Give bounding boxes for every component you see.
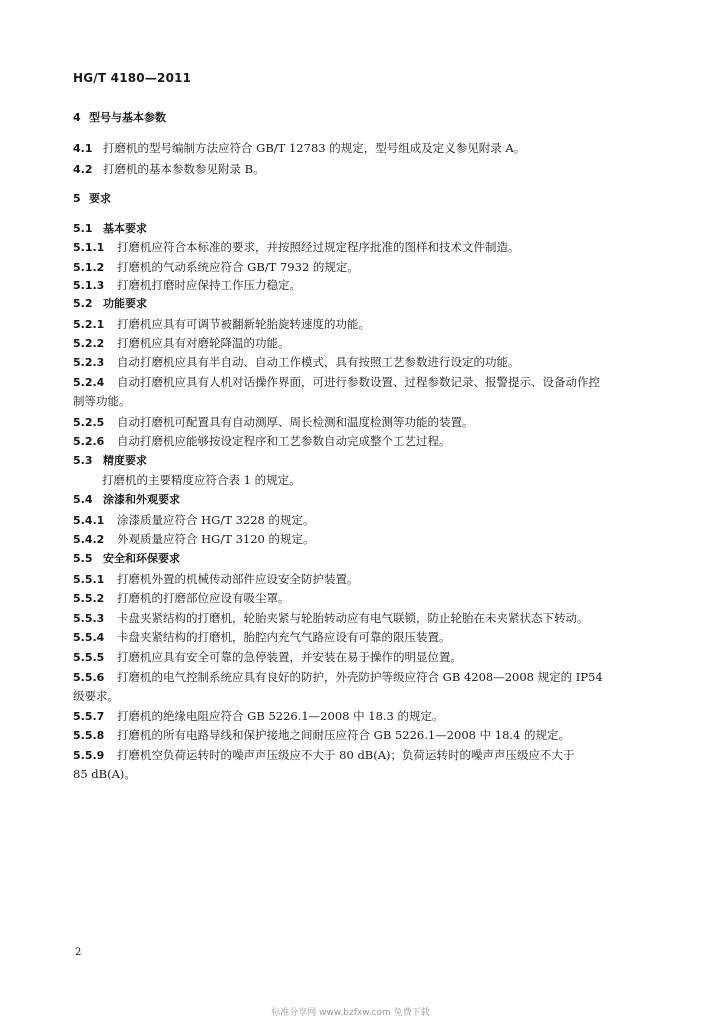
- clause-number: 5.2.4: [73, 376, 105, 389]
- clause-number: 5.2.5: [73, 416, 105, 429]
- clause-text: 自动打磨机应具有人机对话操作界面，可进行参数设置、过程参数记录、报警提示、设备动作控: [117, 375, 600, 389]
- clause-text: 打磨机应具有安全可靠的急停装置，并安装在易于操作的明显位置。: [117, 650, 462, 664]
- clause-5-2-4: [73, 375, 651, 390]
- standard-code: HG/T 4180—2011: [73, 71, 192, 85]
- section-5-heading: [73, 192, 651, 206]
- clause-4-1: [73, 141, 651, 156]
- clause-text: 卡盘夹紧结构的打磨机，轮胎夹紧与轮胎转动应有电气联锁，防止轮胎在未夹紧状态下转动。: [117, 611, 589, 625]
- clause-text: 打磨机应具有可调节被翻新轮胎旋转速度的功能。: [117, 317, 370, 331]
- clause-text: 涂漆质量应符合 HG/T 3228 的规定。: [117, 513, 315, 527]
- clause-5-1-3: [73, 278, 651, 293]
- clause-5-1-heading: [73, 222, 651, 236]
- clause-5-5-8: [73, 728, 651, 743]
- clause-5-5-6: [73, 670, 651, 685]
- clause-5-5-heading: [73, 552, 651, 566]
- section-number: 4: [73, 111, 81, 124]
- clause-text: 打磨机的基本参数参见附录 B。: [103, 162, 265, 176]
- clause-5-5-7: [73, 709, 651, 724]
- clause-text: 打磨机打磨时应保持工作压力稳定。: [117, 278, 301, 292]
- clause-5-3-heading: [73, 454, 651, 468]
- clause-text: 自动打磨机应具有半自动、自动工作模式，具有按照工艺参数进行设定的功能。: [117, 355, 520, 369]
- clause-number: 5.5.8: [73, 729, 105, 742]
- clause-5-5-5: [73, 650, 651, 665]
- clause-number: 5.5.4: [73, 631, 105, 644]
- clause-title: 基本要求: [103, 222, 147, 235]
- clause-number: 5.5: [73, 552, 93, 565]
- clause-5-4-1: [73, 513, 651, 528]
- clause-number: 5.2.1: [73, 318, 105, 331]
- clause-5-5-4: [73, 630, 651, 645]
- clause-5-4-2: [73, 532, 651, 547]
- clause-5-2-6: [73, 434, 651, 449]
- page-number: 2: [75, 947, 82, 958]
- clause-text: 打磨机的电气控制系统应具有良好的防护，外壳防护等级应符合 GB 4208—2008 规定的 IP54: [117, 670, 603, 684]
- clause-4-2: [73, 162, 651, 177]
- clause-number: 5.5.6: [73, 671, 105, 684]
- clause-number: 5.4.2: [73, 533, 105, 546]
- clause-number: 5.3: [73, 454, 93, 467]
- clause-number: 5.2.3: [73, 356, 105, 369]
- clause-5-5-2: [73, 591, 651, 606]
- section-title: 型号与基本参数: [89, 111, 166, 124]
- clause-5-2-2: [73, 336, 651, 351]
- clause-title: 涂漆和外观要求: [103, 493, 180, 506]
- clause-text: 自动打磨机应能够按设定程序和工艺参数自动完成整个工艺过程。: [117, 434, 451, 448]
- watermark: 标准分享网 www.bzfxw.com 免费下载: [271, 1008, 430, 1018]
- clause-5-5-6-continuation: 级要求。: [73, 689, 119, 703]
- clause-number: 5.5.3: [73, 612, 105, 625]
- clause-5-2-3: [73, 355, 651, 370]
- clause-number: 5.5.2: [73, 592, 105, 605]
- clause-number: 5.5.5: [73, 651, 105, 664]
- clause-text: 打磨机的型号编制方法应符合 GB/T 12783 的规定，型号组成及定义参见附录 A。: [103, 141, 526, 155]
- clause-5-2-4-continuation: 制等功能。: [73, 394, 131, 408]
- clause-number: 5.1.2: [73, 261, 105, 274]
- clause-text: 自动打磨机可配置具有自动测厚、周长检测和温度检测等功能的装置。: [117, 415, 474, 429]
- clause-text: 打磨机的绝缘电阻应符合 GB 5226.1—2008 中 18.3 的规定。: [117, 709, 444, 723]
- clause-number: 5.1.1: [73, 241, 105, 254]
- clause-title: 精度要求: [103, 454, 147, 467]
- clause-text: 打磨机应具有对磨轮降温的功能。: [117, 336, 290, 350]
- clause-number: 5.5.1: [73, 573, 105, 586]
- clause-text: 打磨机的所有电路导线和保护接地之间耐压应符合 GB 5226.1—2008 中 18.4 的规定。: [117, 728, 571, 742]
- clause-number: 5.2.2: [73, 337, 105, 350]
- section-4-heading: [73, 111, 651, 125]
- clause-5-5-3: [73, 611, 651, 626]
- clause-5-2-5: [73, 415, 651, 430]
- clause-5-5-1: [73, 572, 651, 587]
- clause-text: 打磨机的气动系统应符合 GB/T 7932 的规定。: [117, 260, 359, 274]
- section-number: 5: [73, 192, 81, 205]
- clause-5-5-9-continuation: 85 dB(A)。: [73, 767, 136, 781]
- clause-title: 功能要求: [103, 297, 147, 310]
- clause-number: 5.2: [73, 297, 93, 310]
- clause-5-4-heading: [73, 493, 651, 507]
- clause-number: 5.4: [73, 493, 93, 506]
- clause-text: 打磨机应符合本标准的要求，并按照经过规定程序批准的图样和技术文件制造。: [117, 240, 520, 254]
- clause-5-5-9: [73, 748, 651, 763]
- section-title: 要求: [89, 192, 111, 205]
- clause-number: 4.1: [73, 142, 93, 155]
- clause-text: 打磨机的打磨部位应设有吸尘罩。: [117, 591, 290, 605]
- clause-text: 打磨机外置的机械传动部件应设安全防护装置。: [117, 572, 359, 586]
- clause-title: 安全和环保要求: [103, 552, 180, 565]
- clause-5-2-1: [73, 317, 651, 332]
- clause-text: 打磨机空负荷运转时的噪声声压级应不大于 80 dB(A)；负荷运转时的噪声声压级应不大于: [117, 748, 575, 762]
- clause-number: 4.2: [73, 163, 93, 176]
- clause-text: 卡盘夹紧结构的打磨机，胎腔内充气气路应设有可靠的限压装置。: [117, 630, 451, 644]
- clause-text: 外观质量应符合 HG/T 3120 的规定。: [117, 532, 315, 546]
- clause-5-1-2: [73, 260, 651, 275]
- clause-number: 5.5.7: [73, 710, 105, 723]
- clause-5-3-text: 打磨机的主要精度应符合表 1 的规定。: [102, 473, 301, 487]
- clause-number: 5.2.6: [73, 435, 105, 448]
- clause-number: 5.1.3: [73, 279, 105, 292]
- clause-5-1-1: [73, 240, 651, 255]
- clause-5-2-heading: [73, 297, 651, 311]
- clause-number: 5.1: [73, 222, 93, 235]
- clause-number: 5.4.1: [73, 514, 105, 527]
- clause-number: 5.5.9: [73, 749, 105, 762]
